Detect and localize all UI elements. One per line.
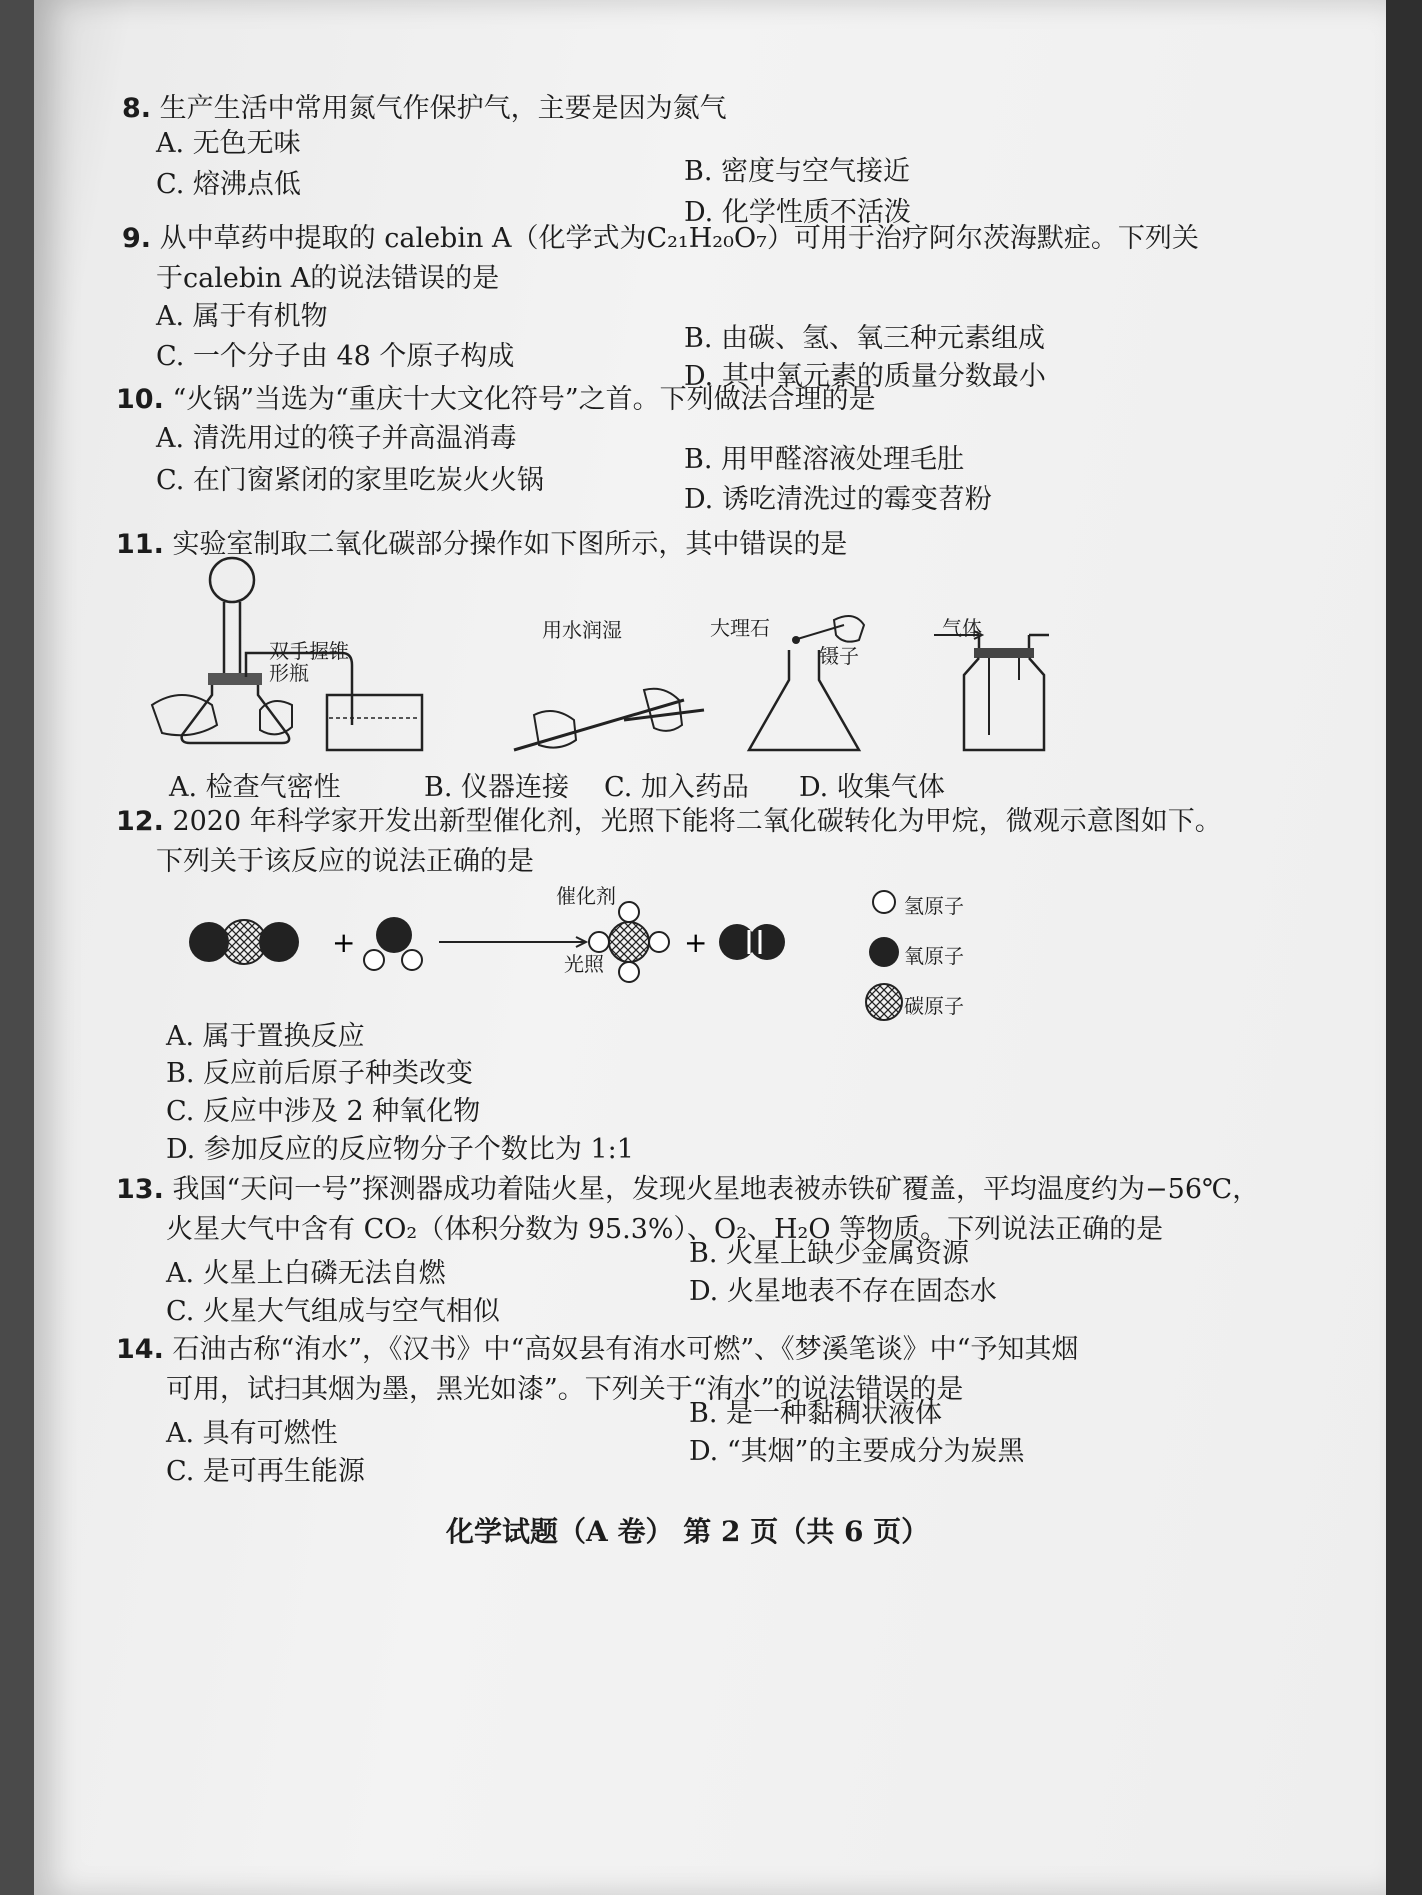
q14-option-a: A. 具有可燃性	[166, 1418, 338, 1449]
q14-option-b: B. 是一种黏稠状液体	[689, 1398, 943, 1429]
q9-number: 9.	[122, 223, 152, 254]
co2-carbon-atom	[222, 920, 266, 964]
q8-option-b: B. 密度与空气接近	[684, 156, 911, 187]
h2o-hydrogen-atom	[402, 950, 422, 970]
q14-stem-line2: 可用，试扫其烟为墨，黑光如漆”。下列关于“洧水”的说法错误的是	[166, 1374, 964, 1405]
legend-carbon-label: 碳原子	[904, 994, 964, 1018]
figure-b-label: 用水润湿	[542, 618, 622, 642]
ch4-hydrogen-atom	[649, 932, 669, 952]
q8-option-a: A. 无色无味	[156, 128, 301, 159]
q12-arrow-top-label: 催化剂	[556, 884, 616, 908]
q9-option-d: D. 其中氧元素的质量分数最小	[684, 361, 1046, 392]
ch4-carbon-atom	[609, 922, 649, 962]
q8-number: 8.	[122, 93, 152, 124]
q10-stem	[116, 383, 876, 417]
q8-option-d: D. 化学性质不活泼	[684, 197, 911, 228]
q11-stem-text: 实验室制取二氧化碳部分操作如下图所示，其中错误的是	[172, 529, 848, 560]
q8-stem-text: 生产生活中常用氮气作保护气，主要是因为氮气	[159, 93, 727, 124]
page-edge-shadow	[1386, 0, 1422, 1895]
q11-caption-b: B. 仪器连接	[424, 772, 570, 803]
exam-page	[34, 0, 1386, 1895]
q12-number: 12.	[116, 806, 164, 837]
figure-d-collecting-gas	[934, 620, 1074, 760]
legend-oxygen-label: 氧原子	[904, 944, 964, 968]
q10-option-d: D. 诱吃清洗过的霉变苕粉	[684, 484, 992, 515]
q9-option-c: C. 一个分子由 48 个原子构成	[156, 341, 515, 372]
q13-option-b: B. 火星上缺少金属资源	[689, 1238, 970, 1269]
q13-option-a: A. 火星上白磷无法自燃	[166, 1258, 446, 1289]
q14-stem-line1	[116, 1333, 1078, 1367]
q9-stem-line1	[122, 222, 1199, 256]
q10-stem-text: “火锅”当选为“重庆十大文化符号”之首。下列做法合理的是	[172, 384, 876, 415]
h2o-hydrogen-atom	[364, 950, 384, 970]
o2-oxygen-atom	[749, 924, 785, 960]
q13-stem-text: 我国“天问一号”探测器成功着陆火星，发现火星地表被赤铁矿覆盖，平均温度约为−56℃，	[172, 1174, 1260, 1205]
svg-text:+: +	[684, 926, 708, 959]
q9-option-b: B. 由碳、氢、氧三种元素组成	[684, 323, 1046, 354]
q14-option-c: C. 是可再生能源	[166, 1456, 365, 1487]
q12-stem-line1	[116, 805, 1222, 839]
q11-number: 11.	[116, 529, 164, 560]
q14-stem-text: 石油古称“洧水”，《汉书》中“高奴县有洧水可燃”、《梦溪笔谈》中“予知其烟	[172, 1334, 1079, 1365]
q14-option-d: D. “其烟”的主要成分为炭黑	[689, 1436, 1025, 1467]
q11-caption-a: A. 检查气密性	[169, 772, 341, 803]
figure-d-label: 气体	[942, 616, 982, 640]
h2o-oxygen-atom	[376, 917, 412, 953]
q14-number: 14.	[116, 1334, 164, 1365]
q8-stem	[122, 92, 727, 126]
legend-carbon-swatch	[866, 984, 902, 1020]
q13-option-c: C. 火星大气组成与空气相似	[166, 1296, 500, 1327]
q12-stem-text: 2020 年科学家开发出新型催化剂，光照下能将二氧化碳转化为甲烷，微观示意图如下。	[172, 806, 1222, 837]
legend-hydrogen-swatch	[873, 891, 895, 913]
ch4-hydrogen-atom	[619, 902, 639, 922]
q9-stem-text: 从中草药中提取的 calebin A（化学式为C₂₁H₂₀O₇）可用于治疗阿尔茨海默症。下列关	[159, 223, 1199, 254]
q13-stem-line2: 火星大气中含有 CO₂（体积分数为 95.3%）、O₂、H₂O 等物质。下列说法正确的是	[166, 1214, 1164, 1245]
q12-stem-line2: 下列关于该反应的说法正确的是	[156, 846, 534, 877]
q13-stem-line1	[116, 1173, 1259, 1207]
figure-c-label-tweezers: 镊子	[819, 644, 859, 668]
q12-arrow-bottom-label: 光照	[564, 952, 604, 976]
figure-b-connection	[504, 660, 724, 780]
q10-option-a: A. 清洗用过的筷子并高温消毒	[156, 423, 517, 454]
legend-oxygen-swatch	[869, 937, 899, 967]
q11-caption-d: D. 收集气体	[799, 772, 945, 803]
page-footer: 化学试题（A 卷） 第 2 页（共 6 页）	[446, 1515, 930, 1548]
q13-option-d: D. 火星地表不存在固态水	[689, 1276, 997, 1307]
q12-option-a: A. 属于置换反应	[166, 1021, 365, 1052]
q9-stem-line2: 于calebin A的说法错误的是	[156, 263, 500, 294]
q11-caption-c: C. 加入药品	[604, 772, 749, 803]
q13-number: 13.	[116, 1174, 164, 1205]
q12-option-c: C. 反应中涉及 2 种氧化物	[166, 1096, 481, 1127]
q10-option-c: C. 在门窗紧闭的家里吃炭火火锅	[156, 465, 544, 496]
q9-option-a: A. 属于有机物	[156, 301, 328, 332]
q10-number: 10.	[116, 384, 164, 415]
q12-option-d: D. 参加反应的反应物分子个数比为 1:1	[166, 1134, 634, 1165]
q10-option-b: B. 用甲醛溶液处理毛肚	[684, 444, 965, 475]
figure-c-label-marble: 大理石	[710, 616, 770, 640]
figure-a-label: 双手握锥形瓶	[269, 639, 349, 685]
q8-option-c: C. 熔沸点低	[156, 169, 301, 200]
ch4-hydrogen-atom	[619, 962, 639, 982]
svg-text:+: +	[332, 926, 356, 959]
q12-option-b: B. 反应前后原子种类改变	[166, 1058, 474, 1089]
legend-hydrogen-label: 氢原子	[904, 894, 964, 918]
